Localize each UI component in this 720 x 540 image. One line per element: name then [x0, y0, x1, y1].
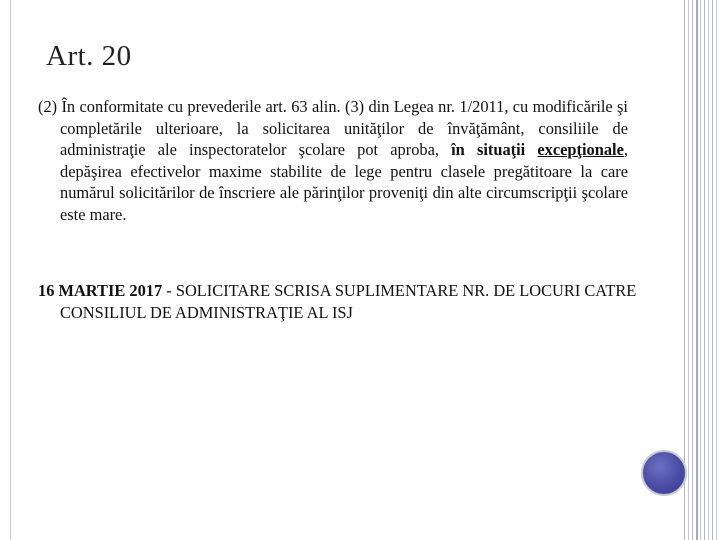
slide-title: Art. 20 — [46, 40, 132, 72]
article-paragraph — [38, 96, 628, 226]
decorative-stripe — [708, 0, 709, 540]
decorative-stripe — [700, 0, 701, 540]
note-paragraph — [38, 280, 640, 323]
decorative-stripe — [696, 0, 698, 540]
decorative-stripe — [684, 0, 685, 540]
paragraph-text-end: , depăşirea efectivelor maxime stabilite de lege pentru clasele pregătitoare la care numărul solicitărilor de înscriere ale părinţilor proveniţi din alte circumscripţii şcolare este mare. — [60, 140, 628, 224]
decorative-stripe — [712, 0, 713, 540]
decorative-stripe — [692, 0, 693, 540]
emphasis-plain: în situaţii — [451, 140, 538, 160]
emphasis-underlined: excepţionale — [537, 140, 624, 160]
paragraph-text-start: (2) În conformitate cu prevederile art. 63 alin. (3) din Legea nr. 1/2011, cu modificările şi completările ulterioare, la solicitarea unităţilor de învăţământ, consiliile de administraţie ale inspectoratelor şcolare pot aproba, — [38, 97, 628, 160]
decorative-stripe — [688, 0, 689, 540]
decorative-stripe — [704, 0, 705, 540]
note-text: - SOLICITARE SCRISA SUPLIMENTARE NR. DE LOCURI CATRE CONSILIUL DE ADMINISTRAŢIE AL ISJ — [60, 281, 637, 322]
note-date: 16 MARTIE 2017 — [38, 281, 163, 300]
emphasis-text — [451, 140, 624, 159]
left-frame-line — [10, 0, 11, 540]
decorative-stripe — [716, 0, 717, 540]
decorative-circle — [641, 450, 687, 496]
